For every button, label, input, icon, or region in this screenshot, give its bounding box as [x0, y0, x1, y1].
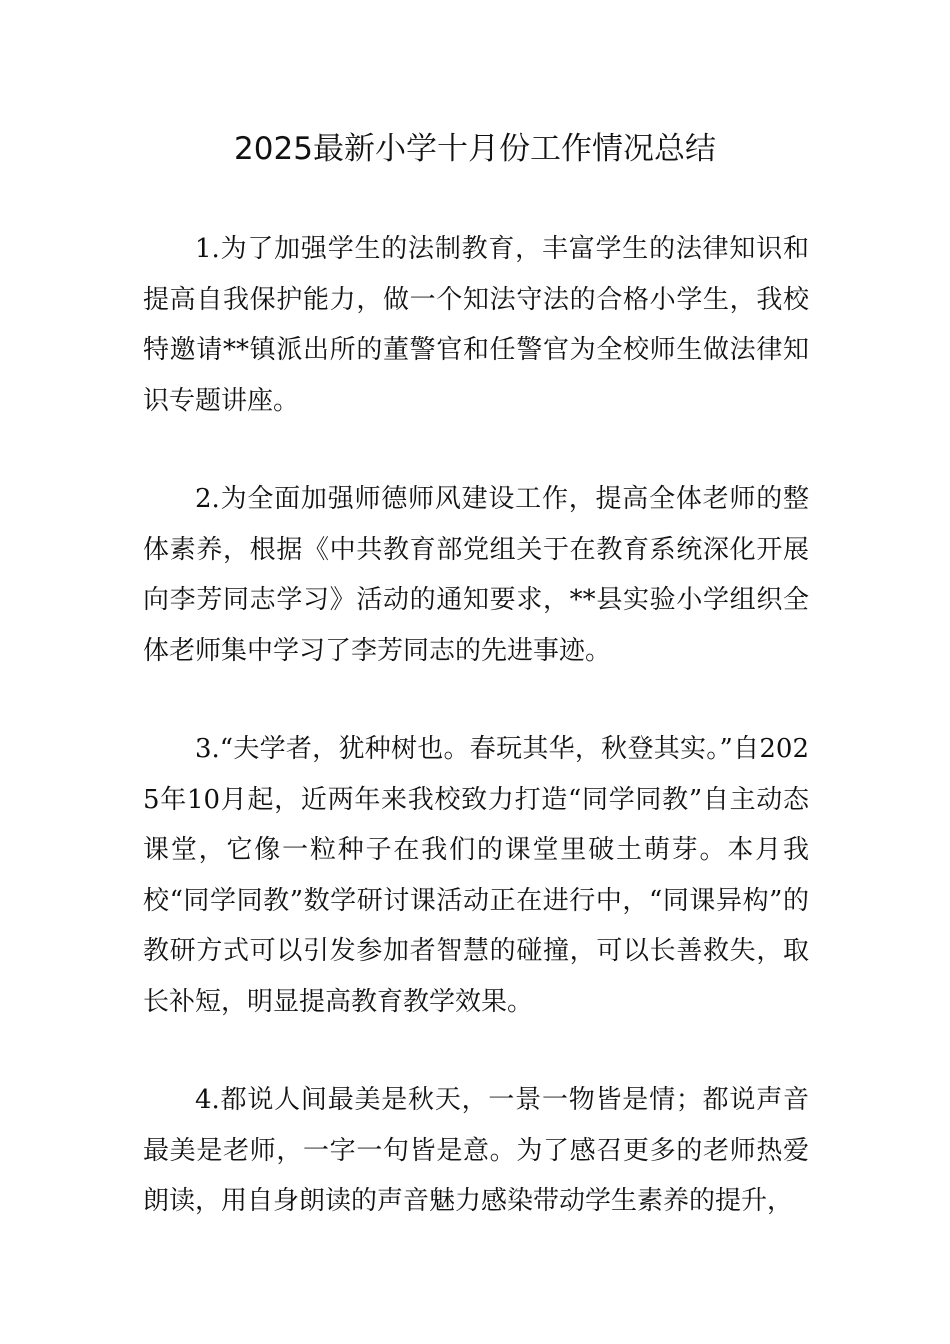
- paragraph-1: 1.为了加强学生的法制教育，丰富学生的法律知识和提高自我保护能力，做一个知法守法的合格小学生，我校特邀请**镇派出所的董警官和任警官为全校师生做法律知识专题讲座。: [143, 234, 809, 416]
- paragraph-4: 4.都说人间最美是秋天，一景一物皆是情；都说声音最美是老师，一字一句皆是意。为了感召更多的老师热爱朗读，用自身朗读的声音魅力感染带动学生素养的提升，: [143, 1085, 809, 1216]
- paragraph-2: 2.为全面加强师德师风建设工作，提高全体老师的整体素养，根据《中共教育部党组关于在教育系统深化开展向李芳同志学习》活动的通知要求，**县实验小学组织全体老师集中学习了李芳同志的先进事迹。: [143, 484, 809, 666]
- paragraph-3: 3.“夫学者，犹种树也。春玩其华，秋登其实。”自2025年10月起，近两年来我校致力打造“同学同教”自主动态课堂，它像一粒种子在我们的课堂里破土萌芽。本月我校“同学同教”数学研讨课活动正在进行中，“同课异构”的教研方式可以引发参加者智慧的碰撞，可以长善救失，取长补短，明显提高教育教学效果。: [143, 734, 809, 1017]
- document-title: 2025最新小学十月份工作情况总结: [234, 131, 716, 167]
